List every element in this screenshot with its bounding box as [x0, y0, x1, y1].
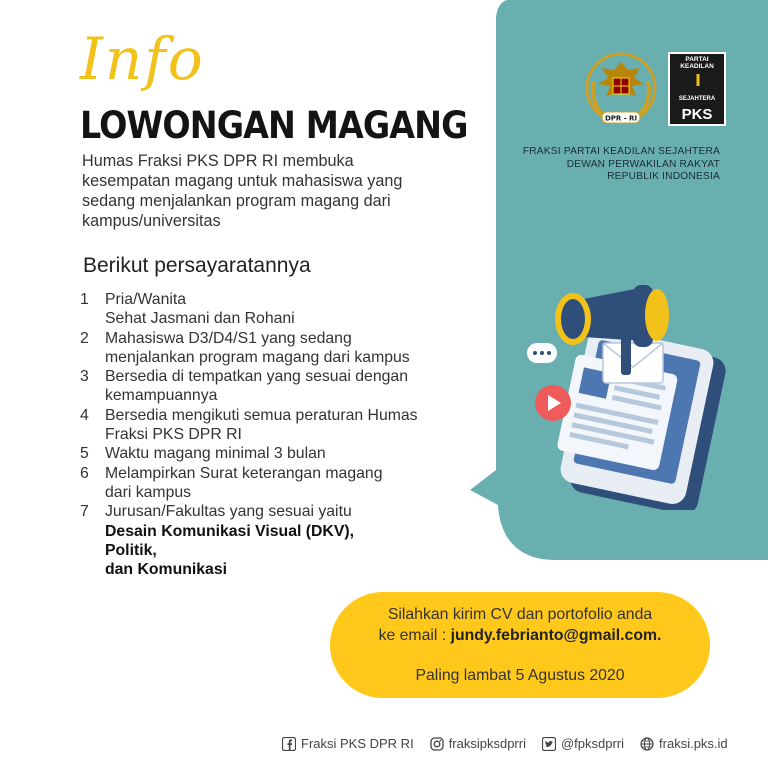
org-line: DEWAN PERWAKILAN RAKYAT — [566, 158, 720, 170]
requirement-text: Fraksi PKS DPR RI — [105, 426, 242, 444]
footer-website-label: fraksi.pks.id — [659, 736, 728, 751]
footer-twitter[interactable] — [542, 736, 624, 751]
page-title: LOWONGAN MAGANG — [80, 104, 468, 147]
requirement-text: dari kampus — [105, 483, 192, 501]
requirement-text: Melampirkan Surat keterangan magang — [105, 464, 383, 482]
footer-website[interactable] — [640, 736, 728, 751]
facebook-icon — [282, 737, 296, 751]
requirement-number: 4 — [80, 406, 89, 424]
requirement-text: Waktu magang minimal 3 bulan — [105, 445, 326, 463]
cta-line: Silahkan kirim CV dan portofolio anda — [387, 606, 653, 623]
requirement-number: 3 — [80, 368, 89, 386]
pks-logo-mid-text: SEJAHTERA — [678, 96, 716, 102]
requirement-major: Desain Komunikasi Visual (DKV), — [105, 522, 355, 540]
requirement-major: dan Komunikasi — [105, 561, 228, 579]
pks-logo-bottom-text: PKS — [681, 106, 713, 123]
requirement-text: menjalankan program magang dari kampus — [105, 348, 410, 366]
logo-block — [580, 50, 730, 130]
footer-facebook[interactable] — [282, 736, 414, 751]
requirement-item — [80, 444, 450, 463]
dpr-logo-label: DPR - RI — [604, 114, 638, 123]
requirement-text: Bersedia di tempatkan yang sesuai dengan — [105, 368, 408, 386]
requirement-text: kemampuannya — [105, 387, 218, 405]
twitter-icon — [542, 737, 556, 751]
org-line: REPUBLIK INDONESIA — [607, 171, 720, 182]
org-line: FRAKSI PARTAI KEADILAN SEJAHTERA — [522, 146, 720, 157]
requirement-number: 2 — [80, 329, 89, 347]
info-script-heading: Info — [80, 25, 205, 93]
dpr-garuda-emblem-logo — [584, 52, 658, 128]
globe-icon — [640, 737, 654, 751]
requirements-list — [80, 290, 450, 579]
requirement-text: Sehat Jasmani dan Rohani — [105, 310, 295, 328]
cta-box — [330, 592, 710, 698]
phone-megaphone-illustration — [525, 285, 740, 510]
footer-social-links — [282, 736, 728, 751]
cta-email[interactable]: jundy.febrianto@gmail.com. — [450, 627, 662, 644]
instagram-icon — [430, 737, 444, 751]
requirement-text: Jurusan/Fakultas yang sesuai yaitu — [105, 503, 352, 521]
requirement-item — [80, 464, 450, 503]
requirement-major: Politik, — [105, 541, 157, 559]
requirement-number: 6 — [80, 464, 89, 482]
requirement-number: 7 — [80, 503, 89, 521]
requirement-item — [80, 329, 450, 368]
footer-twitter-label: @fpksdprri — [560, 736, 625, 751]
cta-email-line — [330, 625, 710, 646]
requirement-item — [80, 367, 450, 406]
requirement-text: Mahasiswa D3/D4/S1 yang sedang — [105, 329, 352, 347]
intro-text: Humas Fraksi PKS DPR RI membuka kesempatan magang untuk mahasiswa yang sedang menjalankan program magang dari kampus/universitas — [82, 152, 403, 230]
requirements-title: Berikut persayaratannya — [83, 254, 311, 277]
requirement-item — [80, 290, 450, 329]
footer-instagram-label: fraksipksdprri — [448, 736, 526, 751]
pks-logo — [668, 52, 726, 126]
requirement-text: Pria/Wanita — [105, 291, 187, 308]
requirement-number: 5 — [80, 445, 89, 463]
requirement-text: Bersedia mengikuti semua peraturan Humas — [105, 406, 418, 424]
cta-email-prefix: ke email : — [378, 627, 451, 644]
cta-deadline: Paling lambat 5 Agustus 2020 — [415, 667, 625, 684]
footer-facebook-label: Fraksi PKS DPR RI — [301, 736, 414, 751]
pks-logo-top-text: PARTAI KEADILAN — [680, 56, 714, 70]
footer-instagram[interactable] — [430, 736, 526, 751]
requirement-item — [80, 502, 450, 579]
pks-crescent-icon — [685, 66, 711, 94]
organization-name — [523, 146, 720, 184]
requirement-item — [80, 406, 450, 445]
requirement-number: 1 — [80, 291, 89, 308]
